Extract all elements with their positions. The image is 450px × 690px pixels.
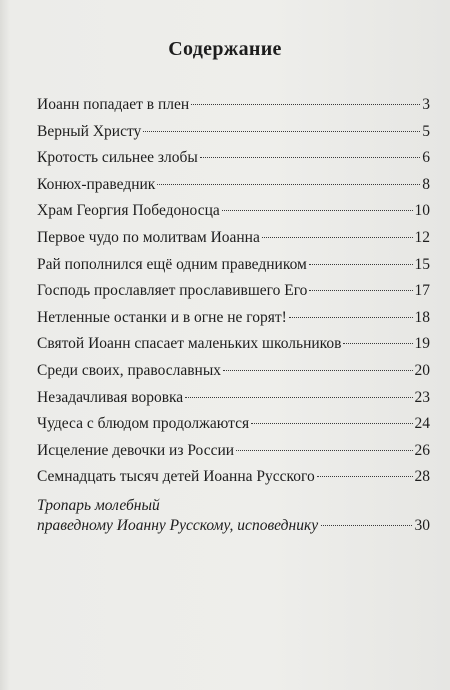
dot-leader — [309, 264, 413, 265]
dot-leader — [185, 397, 412, 398]
toc-entry-page: 12 — [414, 228, 430, 246]
toc-entry — [37, 96, 430, 123]
toc-entry-page: 10 — [414, 202, 430, 220]
toc-entry — [37, 149, 430, 176]
toc-entry-label: Господь прославляет прославившего Его — [37, 282, 308, 300]
toc-entry-label: Незадачливая воровка — [37, 388, 184, 406]
toc-entry — [37, 389, 430, 416]
toc-entry-label: Конюх-праведник — [37, 175, 156, 193]
toc-entry-page: 19 — [414, 335, 430, 353]
toc-entry-label: Тропарь молебный — [37, 496, 160, 514]
toc-entry-page: 3 — [422, 96, 430, 113]
toc-entry-page: 15 — [414, 255, 430, 273]
toc-entry-label: Исцеление девочки из России — [37, 441, 235, 459]
dot-leader — [343, 343, 412, 344]
toc-entry-label: Кротость сильнее злобы — [37, 149, 198, 167]
dot-leader — [309, 290, 412, 291]
dot-leader — [289, 317, 413, 318]
toc-entry-label: Иоанн попадает в плен — [37, 96, 190, 113]
toc-entry-label: Семнадцать тысяч детей Иоанна Русского — [37, 468, 315, 486]
toc-entry-page: 23 — [414, 388, 430, 406]
toc-entry-page: 18 — [414, 308, 430, 326]
toc-entry — [37, 335, 430, 362]
dot-leader — [321, 525, 411, 526]
toc-entry-page: 17 — [414, 282, 430, 300]
toc-entry — [37, 468, 430, 495]
toc-entry-page: 28 — [414, 468, 430, 486]
dot-leader — [143, 131, 420, 132]
toc-entry — [37, 229, 430, 256]
toc-entry — [37, 256, 430, 283]
toc-entry-page: 5 — [422, 122, 430, 140]
dot-leader — [251, 423, 412, 424]
toc-entry-label: Храм Георгия Победоносца — [37, 202, 220, 220]
toc-entry-label: Верный Христу — [37, 122, 142, 140]
toc-entry — [37, 415, 430, 442]
page-title: Содержание — [168, 38, 282, 60]
toc-entry — [37, 123, 430, 150]
toc-entry-troparion — [37, 497, 430, 539]
toc-entry — [37, 442, 430, 469]
dot-leader — [191, 104, 420, 105]
dot-leader — [222, 210, 413, 211]
table-of-contents — [37, 96, 430, 539]
dot-leader — [262, 237, 413, 238]
toc-entry-page: 30 — [414, 516, 430, 534]
dot-leader — [317, 476, 413, 477]
toc-entry — [37, 362, 430, 389]
toc-entry-page: 24 — [414, 415, 430, 433]
toc-entry-label: Чудеса с блюдом продолжаются — [37, 415, 250, 433]
toc-entry — [37, 176, 430, 203]
dot-leader — [223, 370, 412, 371]
dot-leader — [200, 157, 420, 158]
toc-entry-page: 6 — [422, 149, 430, 167]
toc-entry-label: Среди своих, православных — [37, 361, 222, 379]
toc-entry-label: Святой Иоанн спасает маленьких школьников — [37, 335, 342, 353]
dot-leader — [236, 450, 412, 451]
toc-entry-label: Рай пополнился ещё одним праведником — [37, 255, 307, 273]
dot-leader — [157, 184, 420, 185]
toc-entry-label: Первое чудо по молитвам Иоанна — [37, 228, 260, 246]
toc-entry-page: 8 — [422, 175, 430, 193]
toc-entry-label: Нетленные останки и в огне не горят! — [37, 308, 287, 326]
toc-entry-page: 20 — [414, 361, 430, 379]
toc-entry-label: праведному Иоанну Русскому, исповеднику — [37, 516, 319, 534]
toc-entry — [37, 202, 430, 229]
toc-entry — [37, 309, 430, 336]
toc-entry-page: 26 — [414, 441, 430, 459]
toc-entry — [37, 282, 430, 309]
